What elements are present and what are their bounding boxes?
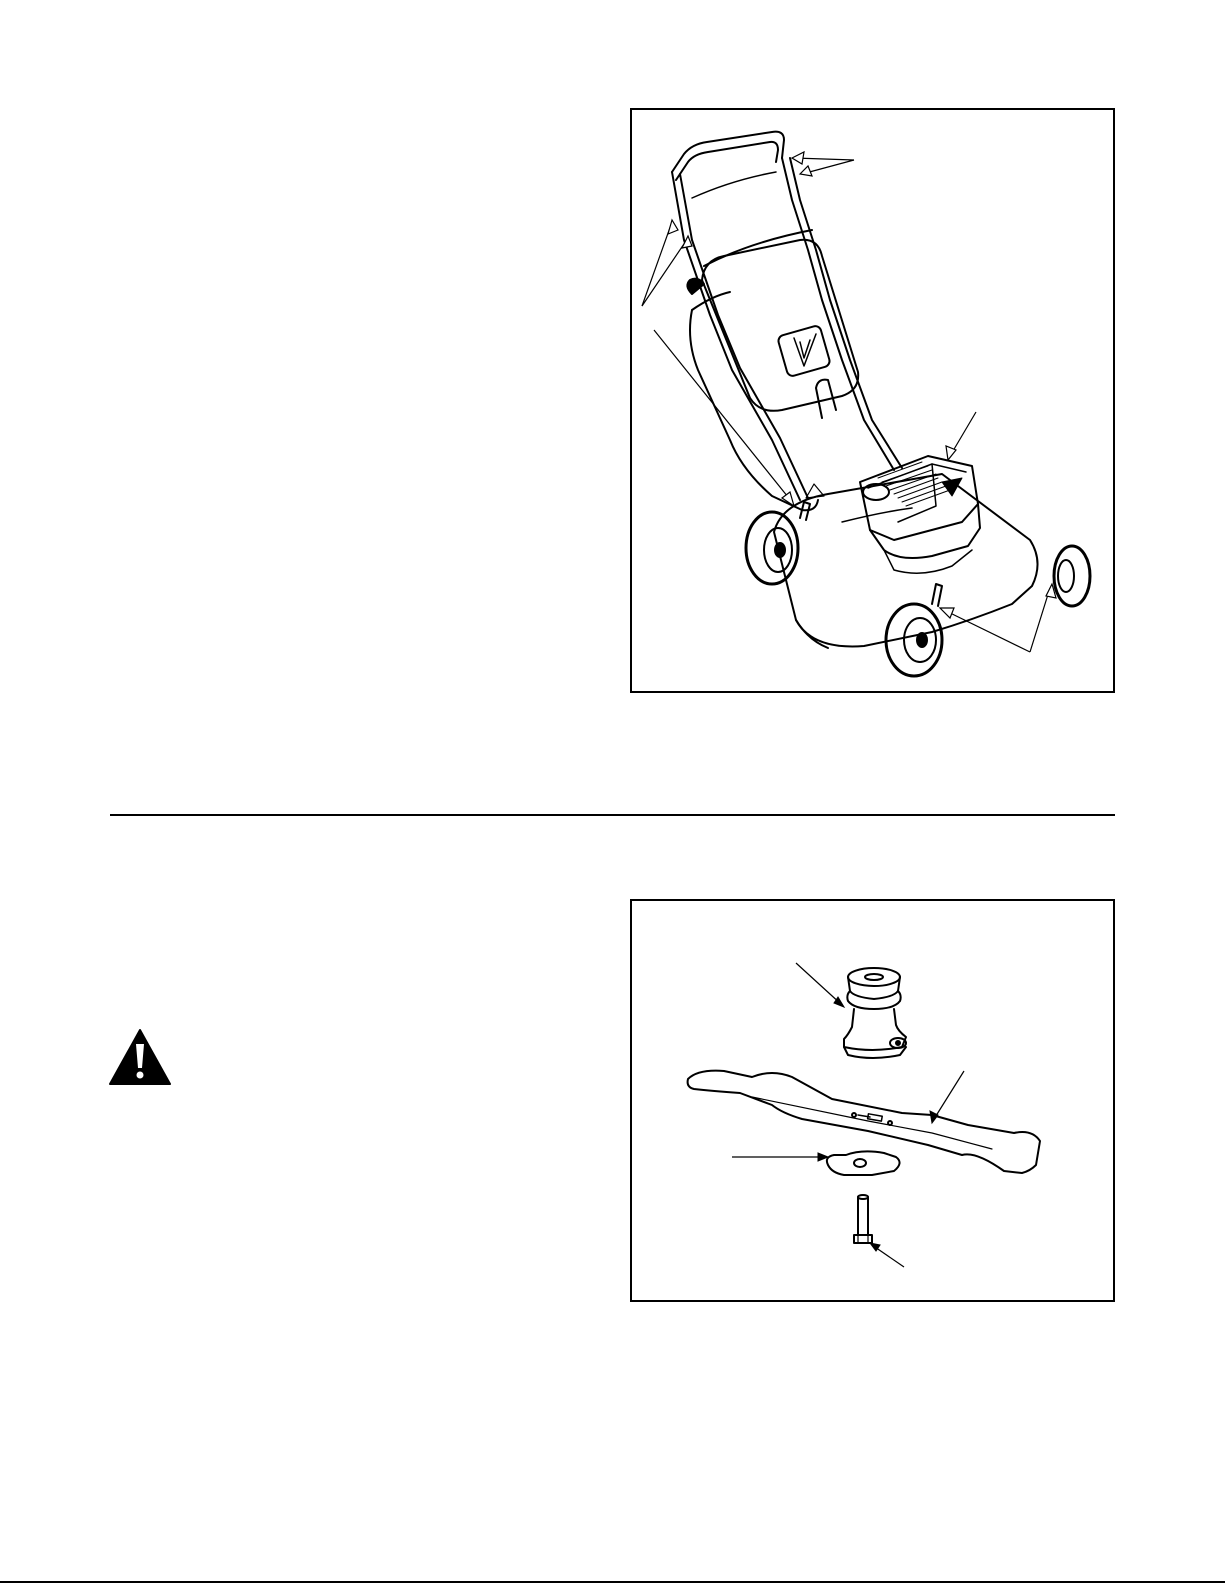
mower-figure xyxy=(630,108,1115,693)
blade-assembly-figure xyxy=(630,899,1115,1302)
section-divider xyxy=(110,814,1115,816)
warning-triangle-icon xyxy=(108,1028,172,1086)
footer-divider xyxy=(0,1581,1225,1583)
blade-assembly-illustration xyxy=(632,901,1113,1300)
mower-illustration xyxy=(632,110,1113,691)
